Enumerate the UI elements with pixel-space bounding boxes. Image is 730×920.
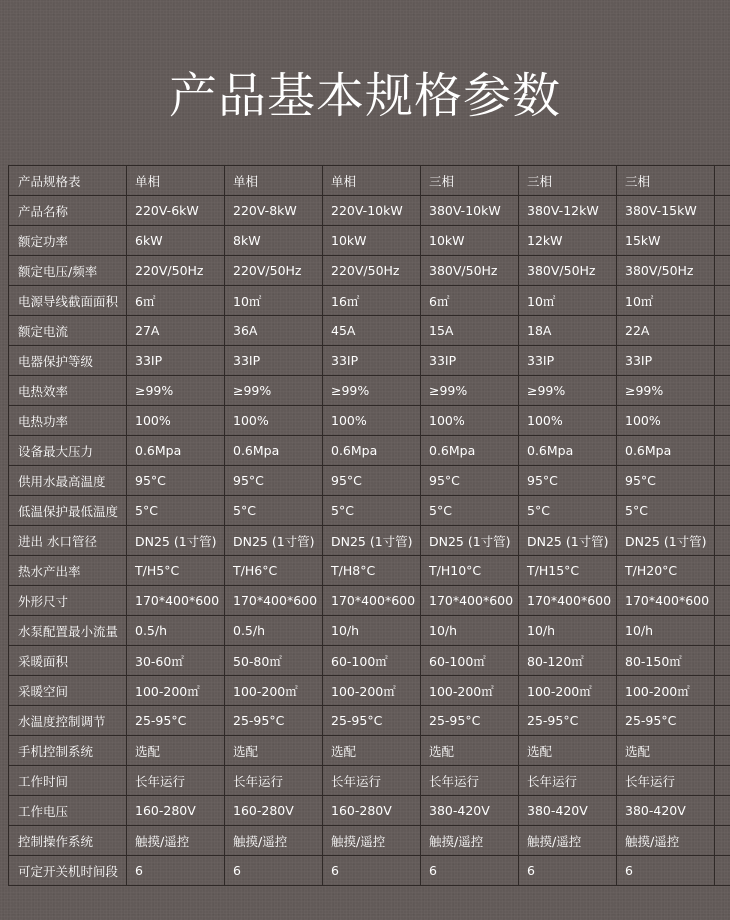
table-cell: ≥99% bbox=[127, 376, 225, 406]
row-label: 工作时间 bbox=[9, 766, 127, 796]
table-cell: 长年运行 bbox=[421, 766, 519, 796]
table-cell: 10㎡ bbox=[519, 286, 617, 316]
table-cell: 三相 bbox=[421, 166, 519, 196]
table-cell: 单相 bbox=[127, 166, 225, 196]
table-row bbox=[9, 436, 730, 466]
table-cell-empty bbox=[715, 196, 730, 226]
spec-table-body bbox=[9, 166, 730, 886]
table-cell: 100-200㎡ bbox=[225, 676, 323, 706]
table-cell-empty bbox=[715, 616, 730, 646]
table-cell: 10/h bbox=[519, 616, 617, 646]
table-cell: DN25 (1寸管) bbox=[225, 526, 323, 556]
table-cell: 0.6Mpa bbox=[421, 436, 519, 466]
table-cell: 380-420V bbox=[519, 796, 617, 826]
table-cell: 25-95°C bbox=[323, 706, 421, 736]
table-cell: 80-150㎡ bbox=[617, 646, 715, 676]
table-cell: 95°C bbox=[617, 466, 715, 496]
table-cell: 5°C bbox=[323, 496, 421, 526]
table-row bbox=[9, 676, 730, 706]
table-cell: 50-80㎡ bbox=[225, 646, 323, 676]
table-cell: 6 bbox=[323, 856, 421, 886]
table-cell: 8kW bbox=[225, 226, 323, 256]
table-cell: 触摸/遥控 bbox=[323, 826, 421, 856]
table-cell: 95°C bbox=[421, 466, 519, 496]
table-cell: 18A bbox=[519, 316, 617, 346]
table-cell: 0.6Mpa bbox=[127, 436, 225, 466]
table-cell: 95°C bbox=[323, 466, 421, 496]
row-label: 工作电压 bbox=[9, 796, 127, 826]
table-cell: 25-95°C bbox=[225, 706, 323, 736]
table-cell: DN25 (1寸管) bbox=[421, 526, 519, 556]
table-cell: 10/h bbox=[617, 616, 715, 646]
table-cell: 95°C bbox=[225, 466, 323, 496]
row-label: 产品规格表 bbox=[9, 166, 127, 196]
table-cell-empty bbox=[715, 496, 730, 526]
table-cell: ≥99% bbox=[225, 376, 323, 406]
table-cell-empty bbox=[715, 586, 730, 616]
table-row bbox=[9, 466, 730, 496]
table-cell: 220V/50Hz bbox=[225, 256, 323, 286]
table-cell: 触摸/遥控 bbox=[421, 826, 519, 856]
table-cell: 100% bbox=[323, 406, 421, 436]
table-cell: 6㎡ bbox=[127, 286, 225, 316]
table-row bbox=[9, 556, 730, 586]
table-cell: 160-280V bbox=[127, 796, 225, 826]
table-cell: 0.5/h bbox=[225, 616, 323, 646]
spec-table bbox=[8, 165, 730, 886]
table-cell: T/H20°C bbox=[617, 556, 715, 586]
page-title: 产品基本规格参数 bbox=[168, 68, 561, 125]
table-cell: 长年运行 bbox=[127, 766, 225, 796]
table-cell: 33IP bbox=[225, 346, 323, 376]
table-row bbox=[9, 856, 730, 886]
table-cell: 160-280V bbox=[323, 796, 421, 826]
table-cell: 170*400*600 bbox=[421, 586, 519, 616]
table-cell: 80-120㎡ bbox=[519, 646, 617, 676]
table-row bbox=[9, 256, 730, 286]
table-cell: ≥99% bbox=[617, 376, 715, 406]
table-cell: 220V/50Hz bbox=[323, 256, 421, 286]
table-cell: 触摸/遥控 bbox=[127, 826, 225, 856]
table-cell: DN25 (1寸管) bbox=[323, 526, 421, 556]
table-cell: 5°C bbox=[225, 496, 323, 526]
table-cell: 10/h bbox=[323, 616, 421, 646]
row-label: 水泵配置最小流量 bbox=[9, 616, 127, 646]
table-cell: 380V-12kW bbox=[519, 196, 617, 226]
table-cell: 380V/50Hz bbox=[519, 256, 617, 286]
row-label: 设备最大压力 bbox=[9, 436, 127, 466]
table-cell-empty bbox=[715, 466, 730, 496]
table-cell: 选配 bbox=[225, 736, 323, 766]
table-cell: 单相 bbox=[323, 166, 421, 196]
table-cell: 6 bbox=[617, 856, 715, 886]
table-cell: T/H5°C bbox=[127, 556, 225, 586]
table-cell: 10kW bbox=[421, 226, 519, 256]
table-cell: 36A bbox=[225, 316, 323, 346]
row-label: 采暖空间 bbox=[9, 676, 127, 706]
table-cell: 6㎡ bbox=[421, 286, 519, 316]
row-label: 产品名称 bbox=[9, 196, 127, 226]
row-label: 外形尺寸 bbox=[9, 586, 127, 616]
table-cell-empty bbox=[715, 736, 730, 766]
table-cell: T/H6°C bbox=[225, 556, 323, 586]
table-cell: T/H8°C bbox=[323, 556, 421, 586]
row-label: 低温保护最低温度 bbox=[9, 496, 127, 526]
table-cell: 380V/50Hz bbox=[421, 256, 519, 286]
table-row bbox=[9, 166, 730, 196]
table-cell: 0.6Mpa bbox=[225, 436, 323, 466]
table-cell-empty bbox=[715, 346, 730, 376]
table-cell: 100% bbox=[421, 406, 519, 436]
table-cell: 220V/50Hz bbox=[127, 256, 225, 286]
table-cell: 16㎡ bbox=[323, 286, 421, 316]
row-label: 额定电压/频率 bbox=[9, 256, 127, 286]
row-label: 额定功率 bbox=[9, 226, 127, 256]
table-cell: 170*400*600 bbox=[323, 586, 421, 616]
table-cell: ≥99% bbox=[323, 376, 421, 406]
row-label: 电源导线截面面积 bbox=[9, 286, 127, 316]
table-cell: 触摸/遥控 bbox=[519, 826, 617, 856]
table-cell: 33IP bbox=[519, 346, 617, 376]
table-cell-empty bbox=[715, 796, 730, 826]
table-cell: 170*400*600 bbox=[617, 586, 715, 616]
table-cell: 30-60㎡ bbox=[127, 646, 225, 676]
row-label: 电热功率 bbox=[9, 406, 127, 436]
table-cell: 6 bbox=[127, 856, 225, 886]
table-cell: 10/h bbox=[421, 616, 519, 646]
table-cell: 45A bbox=[323, 316, 421, 346]
row-label: 额定电流 bbox=[9, 316, 127, 346]
table-cell: 长年运行 bbox=[323, 766, 421, 796]
table-cell: 触摸/遥控 bbox=[225, 826, 323, 856]
table-row bbox=[9, 736, 730, 766]
table-cell-empty bbox=[715, 436, 730, 466]
table-cell: 0.6Mpa bbox=[519, 436, 617, 466]
table-cell: 6kW bbox=[127, 226, 225, 256]
table-cell: 60-100㎡ bbox=[421, 646, 519, 676]
table-cell: 33IP bbox=[617, 346, 715, 376]
row-label: 可定开关机时间段 bbox=[9, 856, 127, 886]
table-cell: 10kW bbox=[323, 226, 421, 256]
table-cell: 22A bbox=[617, 316, 715, 346]
table-cell: 380-420V bbox=[617, 796, 715, 826]
row-label: 采暖面积 bbox=[9, 646, 127, 676]
table-cell-empty bbox=[715, 166, 730, 196]
table-cell: 长年运行 bbox=[617, 766, 715, 796]
table-cell: 170*400*600 bbox=[519, 586, 617, 616]
table-cell: 220V-6kW bbox=[127, 196, 225, 226]
table-cell-empty bbox=[715, 526, 730, 556]
table-cell: 33IP bbox=[421, 346, 519, 376]
table-cell: 380V-10kW bbox=[421, 196, 519, 226]
table-cell-empty bbox=[715, 256, 730, 286]
table-cell-empty bbox=[715, 316, 730, 346]
table-row bbox=[9, 796, 730, 826]
table-cell: 0.6Mpa bbox=[323, 436, 421, 466]
table-cell: 160-280V bbox=[225, 796, 323, 826]
table-row bbox=[9, 406, 730, 436]
table-cell: ≥99% bbox=[519, 376, 617, 406]
row-label: 供用水最高温度 bbox=[9, 466, 127, 496]
table-cell: 0.5/h bbox=[127, 616, 225, 646]
table-cell: 95°C bbox=[127, 466, 225, 496]
table-cell: 15A bbox=[421, 316, 519, 346]
table-row bbox=[9, 226, 730, 256]
table-cell-empty bbox=[715, 826, 730, 856]
table-cell: 10㎡ bbox=[225, 286, 323, 316]
table-cell: DN25 (1寸管) bbox=[617, 526, 715, 556]
table-cell: 三相 bbox=[519, 166, 617, 196]
table-cell-empty bbox=[715, 406, 730, 436]
table-cell: 选配 bbox=[127, 736, 225, 766]
table-cell: 选配 bbox=[617, 736, 715, 766]
table-cell: 触摸/遥控 bbox=[617, 826, 715, 856]
table-row bbox=[9, 376, 730, 406]
table-cell: 33IP bbox=[323, 346, 421, 376]
table-cell: 12kW bbox=[519, 226, 617, 256]
table-cell: 100-200㎡ bbox=[519, 676, 617, 706]
table-cell: 5°C bbox=[519, 496, 617, 526]
row-label: 水温度控制调节 bbox=[9, 706, 127, 736]
row-label: 控制操作系统 bbox=[9, 826, 127, 856]
table-row bbox=[9, 766, 730, 796]
table-row bbox=[9, 706, 730, 736]
table-cell: 单相 bbox=[225, 166, 323, 196]
table-row bbox=[9, 616, 730, 646]
table-cell: 选配 bbox=[421, 736, 519, 766]
table-cell: 100% bbox=[127, 406, 225, 436]
row-label: 电热效率 bbox=[9, 376, 127, 406]
table-cell-empty bbox=[715, 856, 730, 886]
table-cell: 380V-15kW bbox=[617, 196, 715, 226]
row-label: 热水产出率 bbox=[9, 556, 127, 586]
table-cell: 220V-10kW bbox=[323, 196, 421, 226]
table-cell-empty bbox=[715, 676, 730, 706]
table-cell: DN25 (1寸管) bbox=[519, 526, 617, 556]
table-cell: ≥99% bbox=[421, 376, 519, 406]
table-cell-empty bbox=[715, 286, 730, 316]
table-cell: 三相 bbox=[617, 166, 715, 196]
table-cell: 6 bbox=[421, 856, 519, 886]
table-cell: 170*400*600 bbox=[225, 586, 323, 616]
table-cell: 60-100㎡ bbox=[323, 646, 421, 676]
table-cell: 5°C bbox=[617, 496, 715, 526]
row-label: 进出 水口管径 bbox=[9, 526, 127, 556]
table-cell: 6 bbox=[225, 856, 323, 886]
table-cell: 长年运行 bbox=[519, 766, 617, 796]
table-cell-empty bbox=[715, 646, 730, 676]
table-cell: 0.6Mpa bbox=[617, 436, 715, 466]
table-cell: T/H10°C bbox=[421, 556, 519, 586]
table-cell: 5°C bbox=[127, 496, 225, 526]
row-label: 手机控制系统 bbox=[9, 736, 127, 766]
table-cell: 100% bbox=[519, 406, 617, 436]
table-cell: 100-200㎡ bbox=[421, 676, 519, 706]
table-cell: DN25 (1寸管) bbox=[127, 526, 225, 556]
table-cell-empty bbox=[715, 556, 730, 586]
table-row bbox=[9, 646, 730, 676]
table-cell: 长年运行 bbox=[225, 766, 323, 796]
table-cell: 选配 bbox=[519, 736, 617, 766]
table-cell-empty bbox=[715, 376, 730, 406]
table-cell: 10㎡ bbox=[617, 286, 715, 316]
table-cell-empty bbox=[715, 766, 730, 796]
table-cell: 380V/50Hz bbox=[617, 256, 715, 286]
table-cell-empty bbox=[715, 226, 730, 256]
table-row bbox=[9, 346, 730, 376]
table-cell: 100-200㎡ bbox=[323, 676, 421, 706]
table-row bbox=[9, 586, 730, 616]
table-row bbox=[9, 826, 730, 856]
table-cell: T/H15°C bbox=[519, 556, 617, 586]
table-cell: 100% bbox=[617, 406, 715, 436]
table-cell: 25-95°C bbox=[127, 706, 225, 736]
table-cell: 170*400*600 bbox=[127, 586, 225, 616]
table-row bbox=[9, 496, 730, 526]
table-cell: 100-200㎡ bbox=[617, 676, 715, 706]
table-row bbox=[9, 526, 730, 556]
table-cell: 15kW bbox=[617, 226, 715, 256]
table-row bbox=[9, 196, 730, 226]
table-cell: 33IP bbox=[127, 346, 225, 376]
table-row bbox=[9, 286, 730, 316]
table-cell: 220V-8kW bbox=[225, 196, 323, 226]
table-cell: 25-95°C bbox=[519, 706, 617, 736]
table-row bbox=[9, 316, 730, 346]
table-cell: 5°C bbox=[421, 496, 519, 526]
table-cell: 6 bbox=[519, 856, 617, 886]
table-cell: 25-95°C bbox=[617, 706, 715, 736]
table-cell-empty bbox=[715, 706, 730, 736]
table-cell: 选配 bbox=[323, 736, 421, 766]
table-cell: 100% bbox=[225, 406, 323, 436]
table-cell: 95°C bbox=[519, 466, 617, 496]
row-label: 电器保护等级 bbox=[9, 346, 127, 376]
table-cell: 380-420V bbox=[421, 796, 519, 826]
table-cell: 25-95°C bbox=[421, 706, 519, 736]
table-cell: 27A bbox=[127, 316, 225, 346]
table-cell: 100-200㎡ bbox=[127, 676, 225, 706]
